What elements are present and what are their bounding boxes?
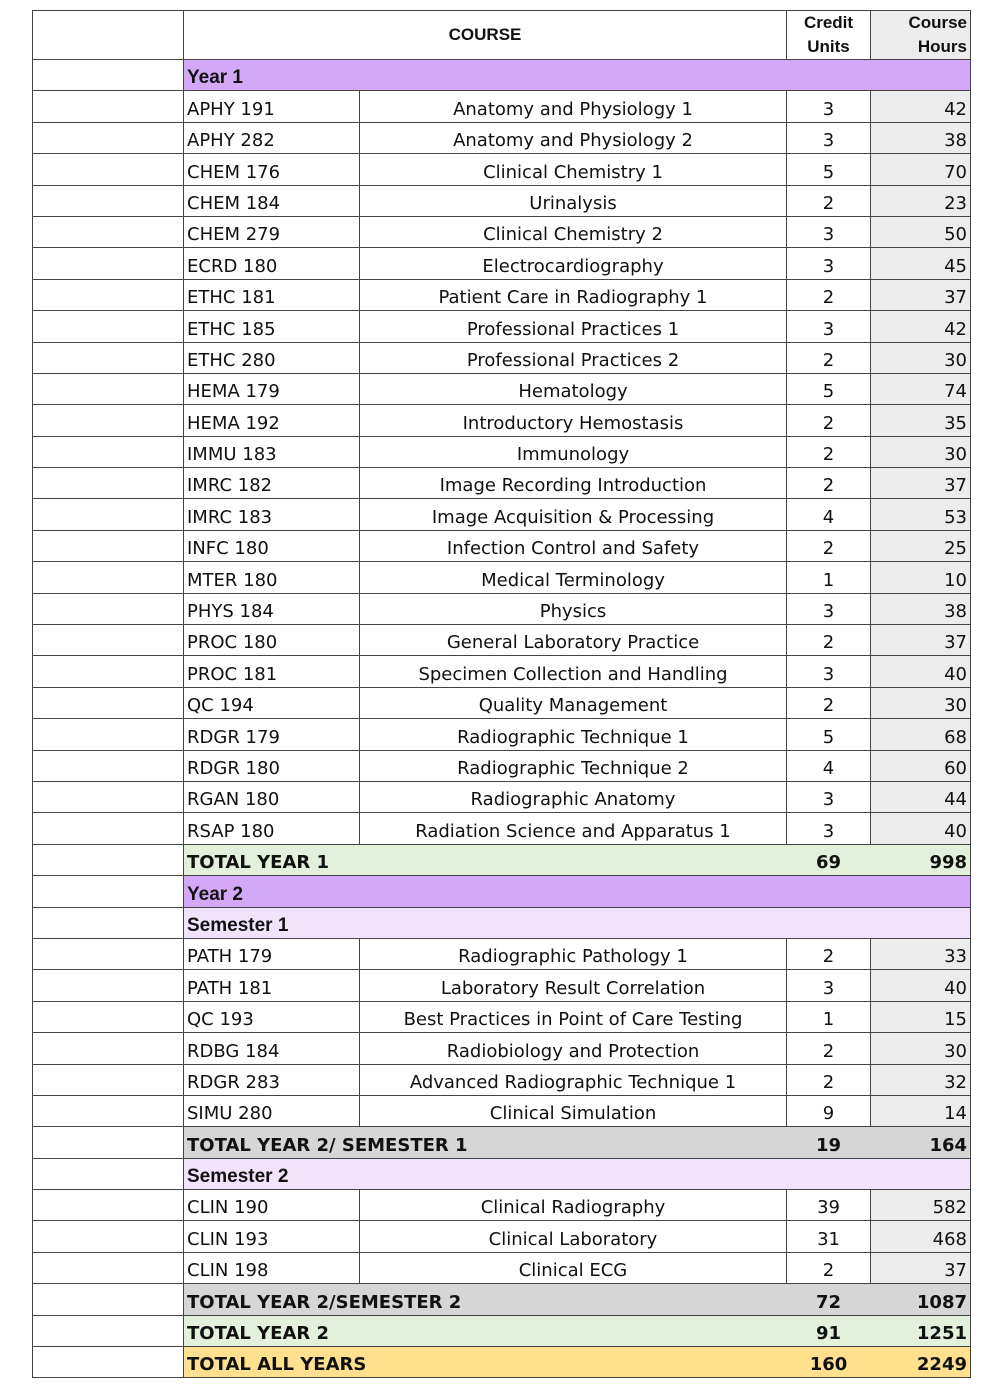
- course-hours: 53: [871, 499, 971, 530]
- course-name: Professional Practices 1: [360, 311, 787, 342]
- credit-units: 2: [787, 405, 871, 436]
- blank-cell: [33, 1221, 184, 1252]
- course-hours: 468: [871, 1221, 971, 1252]
- course-row: [33, 185, 971, 216]
- credit-units: 3: [787, 248, 871, 279]
- course-code: IMRC 182: [184, 468, 360, 499]
- blank-cell: [33, 938, 184, 969]
- course-code: QC 193: [184, 1001, 360, 1032]
- course-hours: 42: [871, 91, 971, 122]
- credit-units: 3: [787, 970, 871, 1001]
- credit-units: 1: [787, 1001, 871, 1032]
- course-name: Immunology: [360, 436, 787, 467]
- total-year-2-hours: 1251: [871, 1315, 971, 1346]
- course-row: [33, 687, 971, 718]
- blank-cell: [33, 91, 184, 122]
- blank-cell: [33, 1315, 184, 1346]
- course-code: PHYS 184: [184, 593, 360, 624]
- credit-units: 3: [787, 122, 871, 153]
- course-hours: 50: [871, 216, 971, 247]
- course-name: Radiographic Anatomy: [360, 781, 787, 812]
- course-code: RSAP 180: [184, 813, 360, 844]
- course-row: [33, 1252, 971, 1283]
- course-table: [32, 10, 971, 1378]
- total-year-2-label: TOTAL YEAR 2: [184, 1315, 787, 1346]
- course-name: Advanced Radiographic Technique 1: [360, 1064, 787, 1095]
- course-row: [33, 970, 971, 1001]
- blank-cell: [33, 1001, 184, 1032]
- credit-units: 3: [787, 216, 871, 247]
- blank-cell: [33, 970, 184, 1001]
- credit-units: 2: [787, 436, 871, 467]
- semester-2-header: [33, 1158, 971, 1189]
- header-credit-units: Credit Units: [787, 11, 871, 60]
- blank-cell: [33, 436, 184, 467]
- header-row: [33, 11, 971, 60]
- blank-cell: [33, 499, 184, 530]
- blank-cell: [33, 1033, 184, 1064]
- course-name: Radiographic Pathology 1: [360, 938, 787, 969]
- blank-cell: [33, 1158, 184, 1189]
- course-name: Radiation Science and Apparatus 1: [360, 813, 787, 844]
- header-course-hours: Course Hours: [871, 11, 971, 60]
- course-code: ECRD 180: [184, 248, 360, 279]
- course-name: Urinalysis: [360, 185, 787, 216]
- course-hours: 25: [871, 530, 971, 561]
- course-code: SIMU 280: [184, 1095, 360, 1126]
- credit-units: 2: [787, 625, 871, 656]
- credit-units: 4: [787, 499, 871, 530]
- blank-cell: [33, 373, 184, 404]
- course-row: [33, 499, 971, 530]
- semester-1-header: [33, 907, 971, 938]
- course-hours: 14: [871, 1095, 971, 1126]
- credit-units: 3: [787, 656, 871, 687]
- credit-units: 3: [787, 781, 871, 812]
- course-row: [33, 216, 971, 247]
- course-code: IMRC 183: [184, 499, 360, 530]
- course-name: Medical Terminology: [360, 562, 787, 593]
- course-code: APHY 191: [184, 91, 360, 122]
- course-name: Clinical Chemistry 1: [360, 154, 787, 185]
- course-name: Clinical Radiography: [360, 1190, 787, 1221]
- course-row: [33, 750, 971, 781]
- course-hours: 70: [871, 154, 971, 185]
- course-hours: 37: [871, 279, 971, 310]
- total-year-1: [33, 844, 971, 875]
- course-row: [33, 373, 971, 404]
- total-year-2-semester-2-hours: 1087: [871, 1284, 971, 1315]
- course-hours: 40: [871, 813, 971, 844]
- blank-cell: [33, 750, 184, 781]
- total-year-2-semester-2-credits: 72: [787, 1284, 871, 1315]
- year-1-header-label: Year 1: [184, 60, 971, 91]
- course-row: [33, 938, 971, 969]
- blank-cell: [33, 1190, 184, 1221]
- course-row: [33, 436, 971, 467]
- course-code: PROC 180: [184, 625, 360, 656]
- course-row: [33, 656, 971, 687]
- course-row: [33, 1190, 971, 1221]
- course-hours: 35: [871, 405, 971, 436]
- course-row: [33, 1033, 971, 1064]
- blank-cell: [33, 562, 184, 593]
- course-row: [33, 719, 971, 750]
- blank-cell: [33, 656, 184, 687]
- course-name: Laboratory Result Correlation: [360, 970, 787, 1001]
- course-hours: 33: [871, 938, 971, 969]
- course-row: [33, 468, 971, 499]
- semester-1-header-label: Semester 1: [184, 907, 971, 938]
- credit-units: 2: [787, 1252, 871, 1283]
- blank-cell: [33, 530, 184, 561]
- course-hours: 30: [871, 342, 971, 373]
- course-name: Specimen Collection and Handling: [360, 656, 787, 687]
- course-name: Anatomy and Physiology 2: [360, 122, 787, 153]
- course-name: Clinical ECG: [360, 1252, 787, 1283]
- course-hours: 37: [871, 1252, 971, 1283]
- course-row: [33, 1221, 971, 1252]
- credit-units: 31: [787, 1221, 871, 1252]
- credit-units: 4: [787, 750, 871, 781]
- blank-cell: [33, 154, 184, 185]
- course-row: [33, 91, 971, 122]
- course-row: [33, 1001, 971, 1032]
- course-code: IMMU 183: [184, 436, 360, 467]
- course-code: ETHC 185: [184, 311, 360, 342]
- header-course: COURSE: [184, 11, 787, 60]
- course-name: Clinical Simulation: [360, 1095, 787, 1126]
- blank-cell: [33, 1252, 184, 1283]
- course-hours: 23: [871, 185, 971, 216]
- total-year-2-credits: 91: [787, 1315, 871, 1346]
- credit-units: 39: [787, 1190, 871, 1221]
- course-code: RDGR 179: [184, 719, 360, 750]
- credit-units: 2: [787, 530, 871, 561]
- course-row: [33, 1064, 971, 1095]
- course-row: [33, 311, 971, 342]
- credit-units: 2: [787, 938, 871, 969]
- blank-cell: [33, 781, 184, 812]
- course-code: PATH 181: [184, 970, 360, 1001]
- blank-cell: [33, 248, 184, 279]
- credit-units: 3: [787, 813, 871, 844]
- total-year-2-semester-1: [33, 1127, 971, 1158]
- course-name: Image Acquisition & Processing: [360, 499, 787, 530]
- course-code: CHEM 279: [184, 216, 360, 247]
- course-row: [33, 813, 971, 844]
- credit-units: 2: [787, 1064, 871, 1095]
- course-code: HEMA 179: [184, 373, 360, 404]
- course-code: RDBG 184: [184, 1033, 360, 1064]
- course-row: [33, 122, 971, 153]
- total-year-1-hours: 998: [871, 844, 971, 875]
- course-code: ETHC 280: [184, 342, 360, 373]
- course-hours: 37: [871, 625, 971, 656]
- course-hours: 37: [871, 468, 971, 499]
- course-hours: 42: [871, 311, 971, 342]
- course-name: Best Practices in Point of Care Testing: [360, 1001, 787, 1032]
- course-row: [33, 248, 971, 279]
- course-name: Radiographic Technique 1: [360, 719, 787, 750]
- course-hours: 60: [871, 750, 971, 781]
- course-name: Radiographic Technique 2: [360, 750, 787, 781]
- blank-cell: [33, 907, 184, 938]
- course-code: ETHC 181: [184, 279, 360, 310]
- course-name: Quality Management: [360, 687, 787, 718]
- course-name: Patient Care in Radiography 1: [360, 279, 787, 310]
- course-code: CHEM 184: [184, 185, 360, 216]
- course-name: Introductory Hemostasis: [360, 405, 787, 436]
- course-code: PROC 181: [184, 656, 360, 687]
- course-name: Image Recording Introduction: [360, 468, 787, 499]
- course-code: RGAN 180: [184, 781, 360, 812]
- blank-cell: [33, 342, 184, 373]
- course-code: CLIN 198: [184, 1252, 360, 1283]
- course-row: [33, 781, 971, 812]
- course-name: Electrocardiography: [360, 248, 787, 279]
- blank-cell: [33, 468, 184, 499]
- credit-units: 2: [787, 185, 871, 216]
- course-hours: 40: [871, 656, 971, 687]
- course-hours: 582: [871, 1190, 971, 1221]
- credit-units: 2: [787, 279, 871, 310]
- blank-cell: [33, 1064, 184, 1095]
- blank-cell: [33, 1347, 184, 1378]
- course-row: [33, 625, 971, 656]
- course-hours: 40: [871, 970, 971, 1001]
- course-hours: 68: [871, 719, 971, 750]
- blank-cell: [33, 1284, 184, 1315]
- total-year-2-semester-2-label: TOTAL YEAR 2/SEMESTER 2: [184, 1284, 787, 1315]
- course-row: [33, 593, 971, 624]
- total-all-years-label: TOTAL ALL YEARS: [184, 1347, 787, 1378]
- course-code: INFC 180: [184, 530, 360, 561]
- blank-cell: [33, 216, 184, 247]
- blank-cell: [33, 719, 184, 750]
- credit-units: 2: [787, 342, 871, 373]
- total-year-2-semester-1-label: TOTAL YEAR 2/ SEMESTER 1: [184, 1127, 787, 1158]
- credit-units: 2: [787, 1033, 871, 1064]
- credit-units: 5: [787, 154, 871, 185]
- semester-2-header-label: Semester 2: [184, 1158, 971, 1189]
- course-row: [33, 530, 971, 561]
- course-code: MTER 180: [184, 562, 360, 593]
- year-2-header-label: Year 2: [184, 876, 971, 907]
- credit-units: 3: [787, 593, 871, 624]
- total-year-2-semester-1-credits: 19: [787, 1127, 871, 1158]
- course-name: Professional Practices 2: [360, 342, 787, 373]
- course-code: PATH 179: [184, 938, 360, 969]
- course-hours: 38: [871, 593, 971, 624]
- course-name: Anatomy and Physiology 1: [360, 91, 787, 122]
- blank-cell: [33, 122, 184, 153]
- course-code: HEMA 192: [184, 405, 360, 436]
- course-hours: 38: [871, 122, 971, 153]
- blank-cell: [33, 813, 184, 844]
- course-hours: 30: [871, 687, 971, 718]
- course-name: Physics: [360, 593, 787, 624]
- course-code: APHY 282: [184, 122, 360, 153]
- course-hours: 10: [871, 562, 971, 593]
- total-all-years-hours: 2249: [871, 1347, 971, 1378]
- blank-cell: [33, 844, 184, 875]
- course-hours: 44: [871, 781, 971, 812]
- blank-cell: [33, 311, 184, 342]
- blank-cell: [33, 687, 184, 718]
- course-hours: 32: [871, 1064, 971, 1095]
- credit-units: 3: [787, 311, 871, 342]
- course-hours: 74: [871, 373, 971, 404]
- credit-units: 2: [787, 468, 871, 499]
- course-code: RDGR 283: [184, 1064, 360, 1095]
- course-row: [33, 562, 971, 593]
- total-year-2-semester-2: [33, 1284, 971, 1315]
- course-hours: 45: [871, 248, 971, 279]
- total-year-2: [33, 1315, 971, 1346]
- credit-units: 9: [787, 1095, 871, 1126]
- blank-cell: [33, 625, 184, 656]
- blank-cell: [33, 11, 184, 60]
- course-code: CLIN 190: [184, 1190, 360, 1221]
- blank-cell: [33, 876, 184, 907]
- blank-cell: [33, 279, 184, 310]
- course-name: Clinical Chemistry 2: [360, 216, 787, 247]
- total-all-years: [33, 1347, 971, 1378]
- year-2-header: [33, 876, 971, 907]
- blank-cell: [33, 593, 184, 624]
- course-name: Clinical Laboratory: [360, 1221, 787, 1252]
- blank-cell: [33, 60, 184, 91]
- course-row: [33, 154, 971, 185]
- course-code: CLIN 193: [184, 1221, 360, 1252]
- course-code: QC 194: [184, 687, 360, 718]
- course-name: Hematology: [360, 373, 787, 404]
- course-hours: 30: [871, 1033, 971, 1064]
- course-hours: 15: [871, 1001, 971, 1032]
- credit-units: 1: [787, 562, 871, 593]
- course-row: [33, 279, 971, 310]
- course-row: [33, 342, 971, 373]
- course-name: Radiobiology and Protection: [360, 1033, 787, 1064]
- total-year-1-label: TOTAL YEAR 1: [184, 844, 787, 875]
- course-hours: 30: [871, 436, 971, 467]
- course-code: CHEM 176: [184, 154, 360, 185]
- total-year-1-credits: 69: [787, 844, 871, 875]
- course-code: RDGR 180: [184, 750, 360, 781]
- course-row: [33, 1095, 971, 1126]
- course-name: General Laboratory Practice: [360, 625, 787, 656]
- total-year-2-semester-1-hours: 164: [871, 1127, 971, 1158]
- course-row: [33, 405, 971, 436]
- year-1-header: [33, 60, 971, 91]
- credit-units: 3: [787, 91, 871, 122]
- credit-units: 2: [787, 687, 871, 718]
- credit-units: 5: [787, 373, 871, 404]
- blank-cell: [33, 1127, 184, 1158]
- course-name: Infection Control and Safety: [360, 530, 787, 561]
- blank-cell: [33, 405, 184, 436]
- credit-units: 5: [787, 719, 871, 750]
- blank-cell: [33, 1095, 184, 1126]
- total-all-years-credits: 160: [787, 1347, 871, 1378]
- blank-cell: [33, 185, 184, 216]
